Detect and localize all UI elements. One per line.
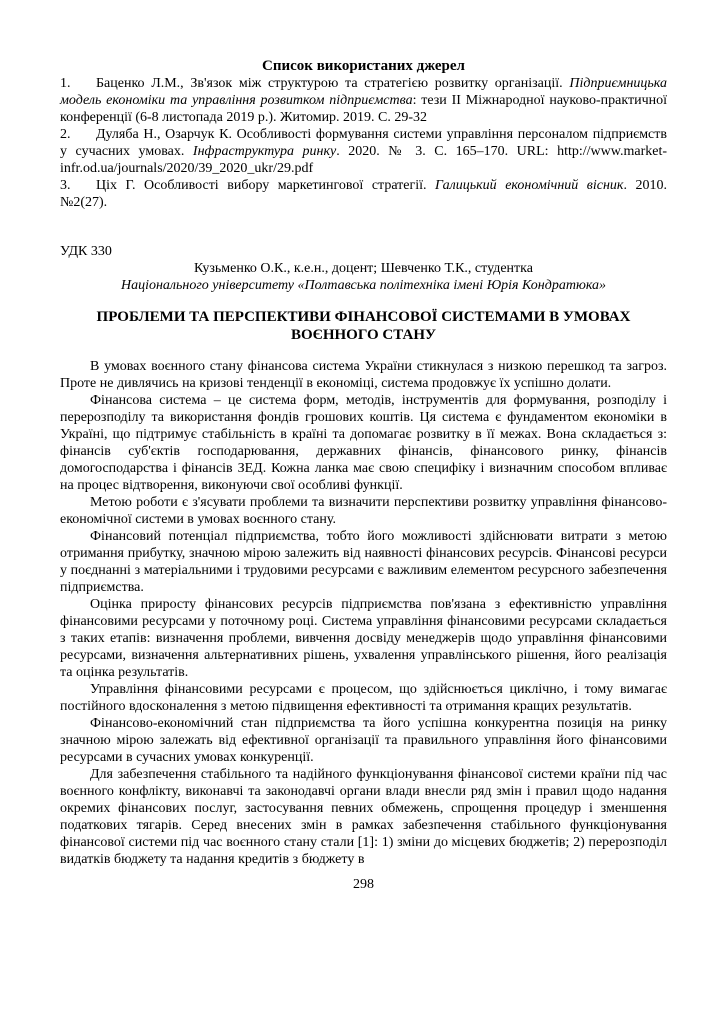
article-title: ПРОБЛЕМИ ТА ПЕРСПЕКТИВИ ФІНАНСОВОЇ СИСТЕМАМИ В УМОВАХ ВОЄННОГО СТАНУ xyxy=(96,309,631,343)
udc-label: УДК 330 xyxy=(60,244,112,259)
article-paragraph-7: Фінансово-економічний стан підприємства та його успішна конкурентна позиція на ринку значною мірою залежать від ефективної організації та правильного управління його фінансовими ресурсами в сучасних умовах конкуренції. xyxy=(60,716,667,765)
reference-item-1 xyxy=(60,75,667,126)
reference-number: 2. xyxy=(60,127,71,142)
authors-line: Кузьменко О.К., к.е.н., доцент; Шевченко Т.К., студентка xyxy=(194,261,533,276)
article-paragraph-3: Метою роботи є з'ясувати проблеми та визначити перспективи розвитку управління фінансово-економічної системи в умовах воєнного стану. xyxy=(60,495,667,527)
reference-source-title: Підприємницька модель економіки та управління розвитком підприємства xyxy=(60,76,667,108)
reference-url: http://www.market-infr.od.ua/journals/2020/39_2020_ukr/29.pdf xyxy=(60,144,668,176)
article-paragraph-4: Фінансовий потенціал підприємства, тобто його можливості здійснювати витрати з метою отримання прибутку, значною мірою залежить від наявності фінансових ресурсів. Фінансові ресурси у поєднанні з матеріальними і трудовими ресурсами є важливим елементом ресурсного забезпечення підприємства. xyxy=(60,529,667,595)
reference-item-2 xyxy=(60,126,667,177)
article-paragraph-1: В умовах воєнного стану фінансова система України стикнулася з низкою перешкод та загроз. Проте не дивлячись на кризові тенденції в економіці, система продовжує їх успішно долати. xyxy=(60,359,667,391)
article-paragraph-8: Для забезпечення стабільного та надійного функціонування фінансової системи країни під час воєнного конфлікту, виконавчі та законодавчі органи влади внесли ряд змін і правил щодо надання окремих фінансових послуг, застосування певних обмежень, спрощення процедур і зменшення податкових тягарів. Серед внесених змін в рамках забезпечення стабільного функціонування фінансової системи під час воєнного стану стали [1]: 1) зміни до місцевих бюджетів; 2) перерозподіл видатків бюджету та надання кредитів з бюджету в xyxy=(60,767,667,867)
reference-text: . 2010. №2(27). xyxy=(60,178,667,210)
reference-text: : тези ІІ Міжнародної науково-практичної конференції (6-8 листопада 2019 р.). Житомир. 2019. С. 29-32 xyxy=(60,93,667,125)
article-paragraph-5: Оцінка приросту фінансових ресурсів підприємства пов'язана з ефективністю управління фінансовими ресурсами у поточному році. Система управління фінансовими ресурсами складається з таких етапів: визначення проблеми, вивчення досвіду менеджерів щодо управління фінансовими ресурсами, визначення альтернативних рішень, ухвалення управлінського рішення, його реалізація та оцінка результатів. xyxy=(60,597,667,680)
article-paragraph-6: Управління фінансовими ресурсами є процесом, що здійснюється циклічно, і тому вимагає постійного вдосконалення з метою підвищення ефективності та отримання кращих результатів. xyxy=(60,682,667,714)
article-paragraph-2: Фінансова система – це система форм, методів, інструментів для формування, розподілу і перерозподілу та використання фондів грошових коштів. Ця система є фундаментом економіки в Україні, що підтримує стабільність в країні та допомагає розвитку в її межах. Вона складається з: фінансів суб'єктів господарювання, державних фінансів, фінансового ринку, фінансів домогосподарства і фінансів ЗЕД. Кожна ланка має свою специфіку і визначним способом впливає на процес відтворення, виконуючи свої особливі функції. xyxy=(60,393,667,493)
article-section xyxy=(60,243,667,868)
reference-source-title: Галицький економічний вісник xyxy=(435,178,624,193)
reference-text: Дуляба Н., Озарчук К. Особливості формування системи управління персоналом підприємств у сучасних умовах. xyxy=(60,127,667,159)
reference-number: 1. xyxy=(60,76,71,91)
affiliation-line: Національного університету «Полтавська політехніка імені Юрія Кондратюка» xyxy=(120,278,607,293)
reference-text: Баценко Л.М., Зв'язок між структурою та стратегією розвитку організації. xyxy=(96,76,570,91)
page-number: 298 xyxy=(353,877,374,892)
references-heading: Список використаних джерел xyxy=(262,58,465,74)
references-section xyxy=(60,58,667,211)
reference-text: . 2020. № 3. С. 165–170. URL: xyxy=(336,144,558,159)
reference-source-title: Інфраструктура ринку xyxy=(192,144,337,159)
reference-number: 3. xyxy=(60,178,71,193)
reference-item-3 xyxy=(60,177,667,211)
reference-text: Ціх Г. Особливості вибору маркетингової стратегії. xyxy=(96,178,436,193)
